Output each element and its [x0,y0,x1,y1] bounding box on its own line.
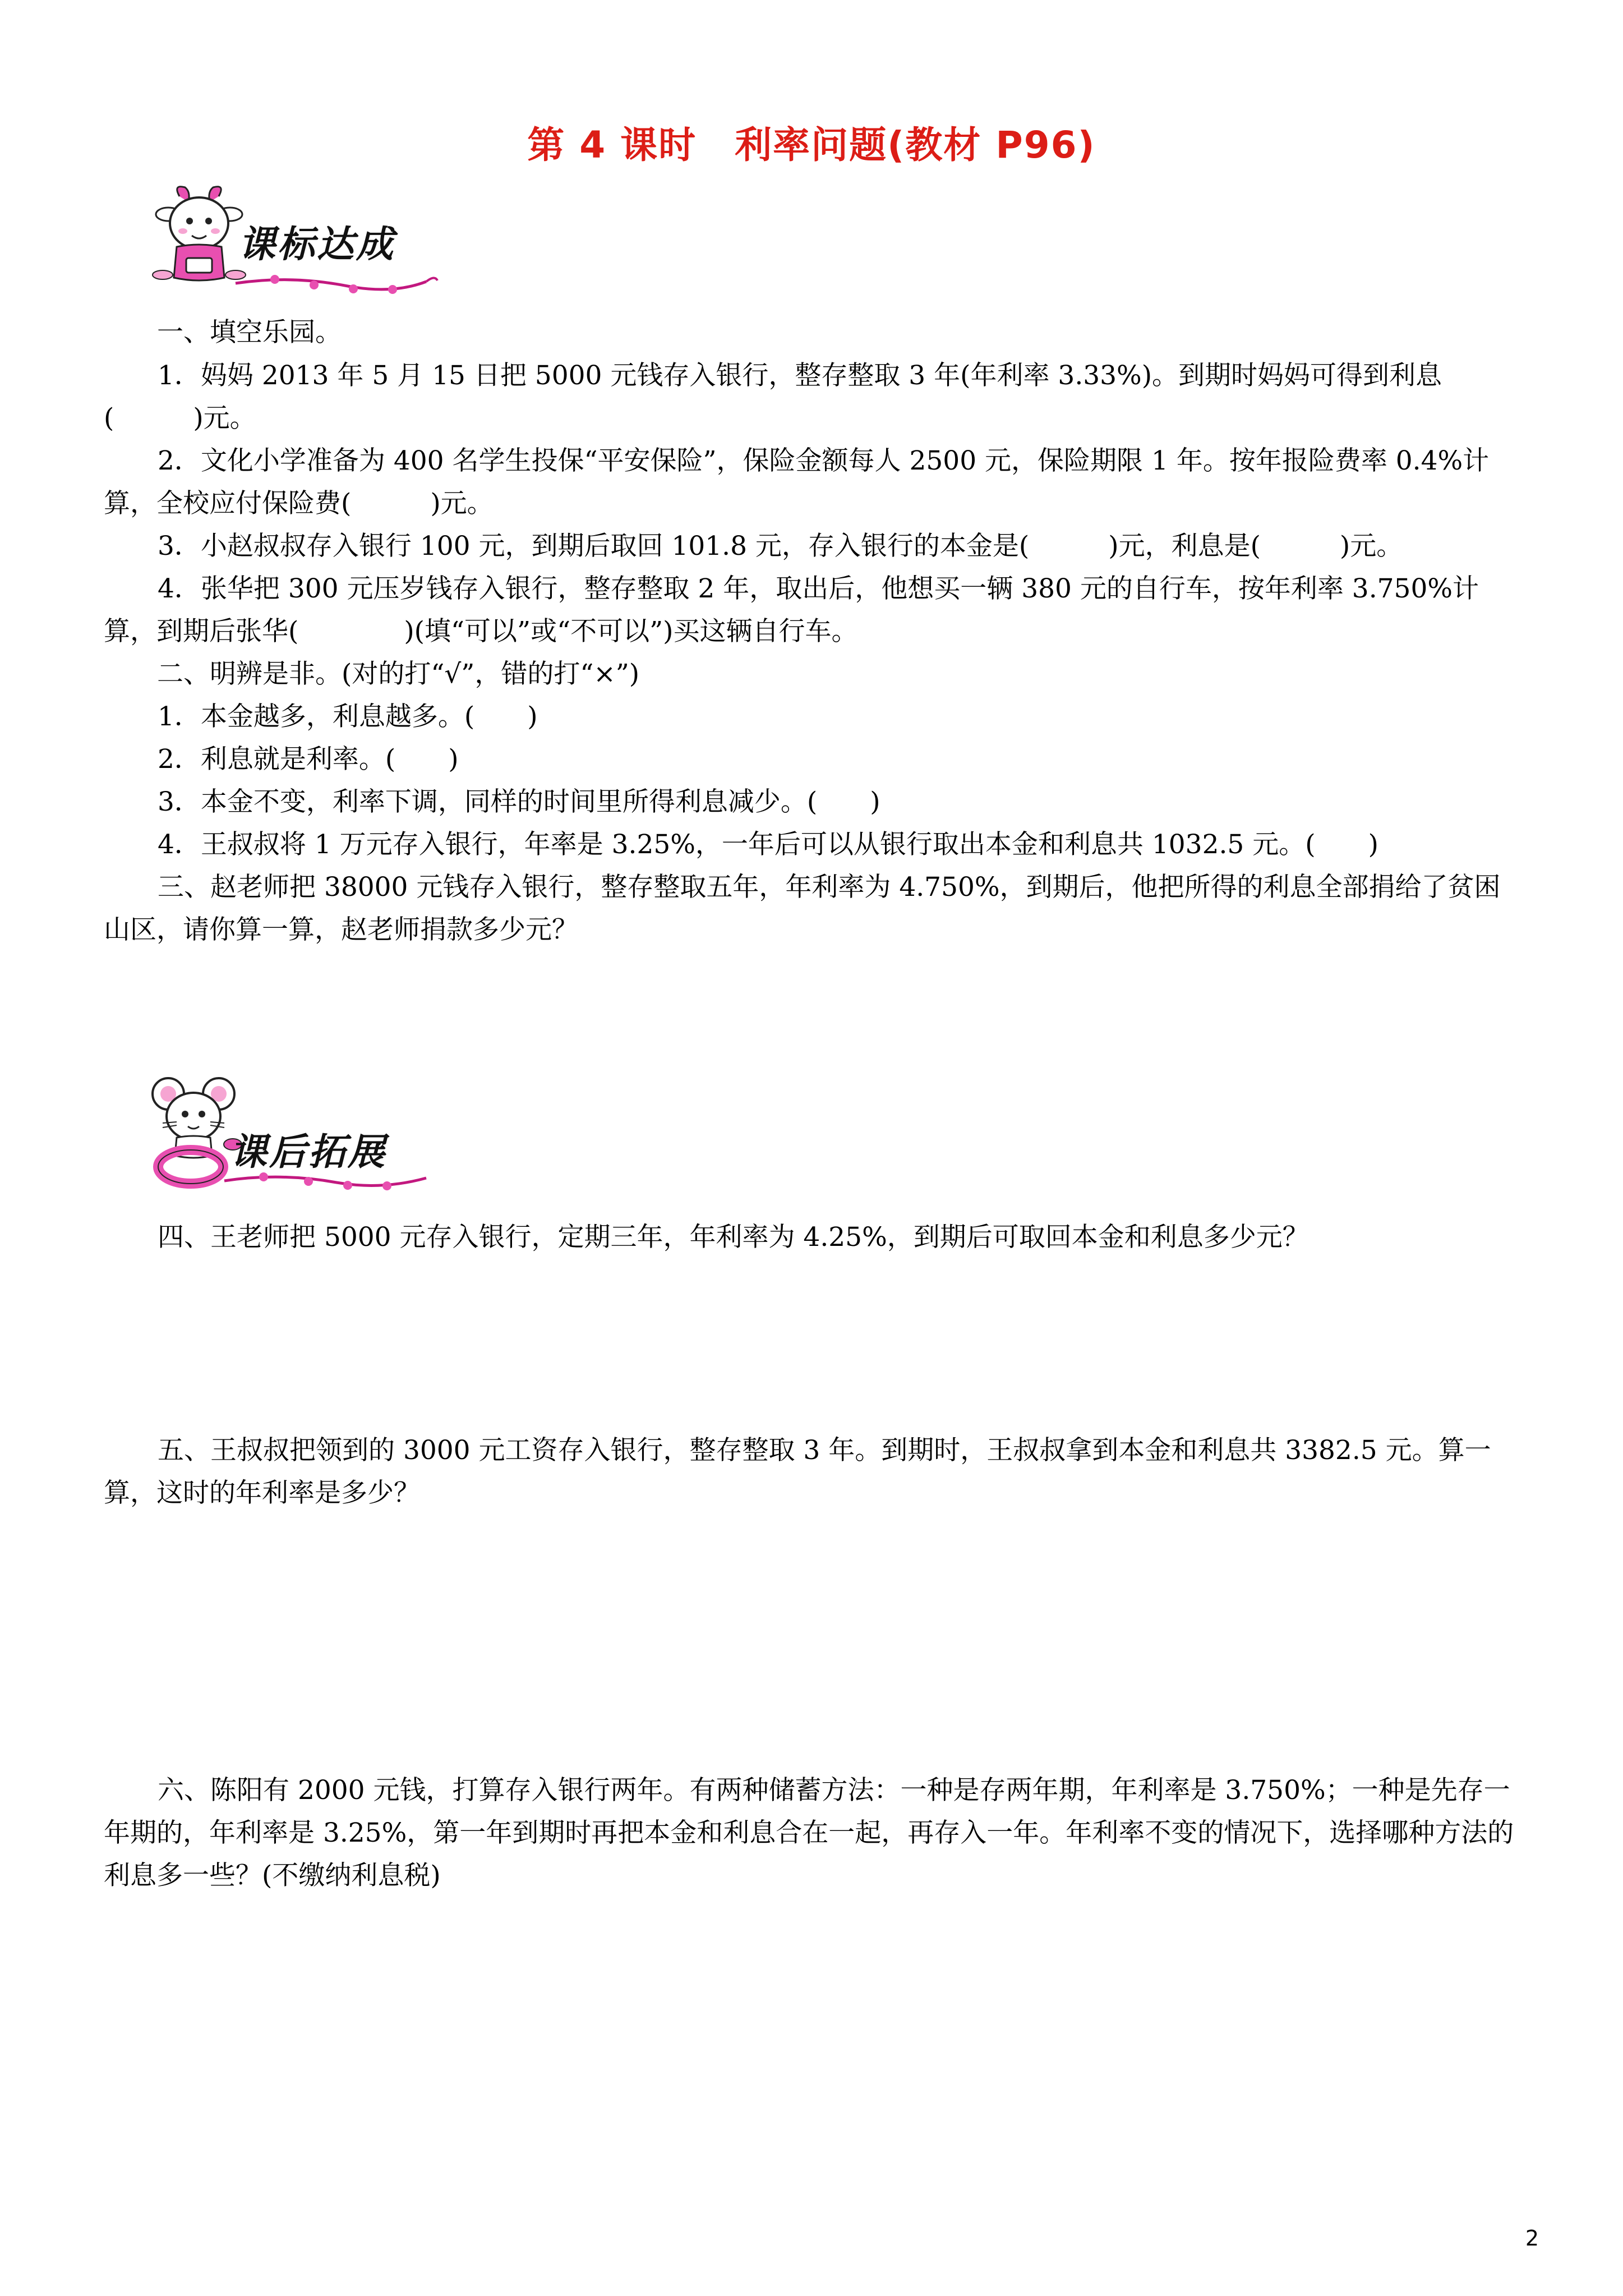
page-number: 2 [1525,2226,1539,2251]
question-2-item-2: 2．利息就是利率。( ) [158,744,459,775]
section-heading-1: 课标达成 [238,223,395,266]
question-5: 五、王叔叔把领到的 3000 元工资存入银行，整存整取 3 年。到期时，王叔叔拿到本金和利息共 3382.5 元。算一算，这时的年利率是多少？ [104,1435,1491,1508]
question-2-heading: 二、明辨是非。(对的打“√”，错的打“×”) [157,659,640,689]
question-2-item-1: 1．本金越多，利息越多。( ) [158,701,538,732]
question-1-item-2: 2．文化小学准备为 400 名学生投保“平安保险”，保险金额每人 2500 元，保险期限 1 年。按年报险费率 0.4%计算，全校应付保险费( )元。 [104,445,1490,519]
question-1-item-3: 3．小赵叔叔存入银行 100 元，到期后取回 101.8 元，存入银行的本金是( )元，利息是( )元。 [158,531,1403,562]
question-2-item-3: 3．本金不变，利率下调，同样的时间里所得利息减少。( ) [158,786,880,817]
section-heading-2: 课后拓展 [230,1130,387,1174]
question-4: 四、王老师把 5000 元存入银行，定期三年，年利率为 4.25%，到期后可取回本金和利息多少元？ [158,1222,1309,1253]
section-badge-1 [146,180,460,303]
section-badge-2 [146,1071,460,1195]
question-1-heading: 一、填空乐园。 [157,317,342,348]
question-3: 三、赵老师把 38000 元钱存入银行，整存整取五年，年利率为 4.750%，到期后，他把所得的利息全部捐给了贫困山区，请你算一算，赵老师捐款多少元？ [104,872,1501,945]
question-6: 六、陈阳有 2000 元钱，打算存入银行两年。有两种储蓄方法：一种是存两年期，年利率是 3.750%；一种是先存一年期的，年利率是 3.25%，第一年到期时再把本金和利息合在一起，再存入一年。年利率不变的情况下，选择哪种方法的利息多一些？(不缴纳利息税) [104,1775,1514,1891]
question-1-item-4: 4．张华把 300 元压岁钱存入银行，整存整取 2 年，取出后，他想买一辆 380 元的自行车，按年利率 3.750%计算，到期后张华( )(填“可以”或“不可以”)买这辆自行车。 [104,573,1479,647]
question-2-item-4: 4．王叔叔将 1 万元存入银行，年率是 3.25%，一年后可以从银行取出本金和利息共 1032.5 元。( ) [158,829,1378,860]
page-title: 第 4 课时 利率问题(教材 P96) [527,123,1096,167]
question-1-item-1: 1．妈妈 2013 年 5 月 15 日把 5000 元钱存入银行，整存整取 3 年(年利率 3.33%)。到期时妈妈可得到利息( )元。 [104,360,1442,434]
